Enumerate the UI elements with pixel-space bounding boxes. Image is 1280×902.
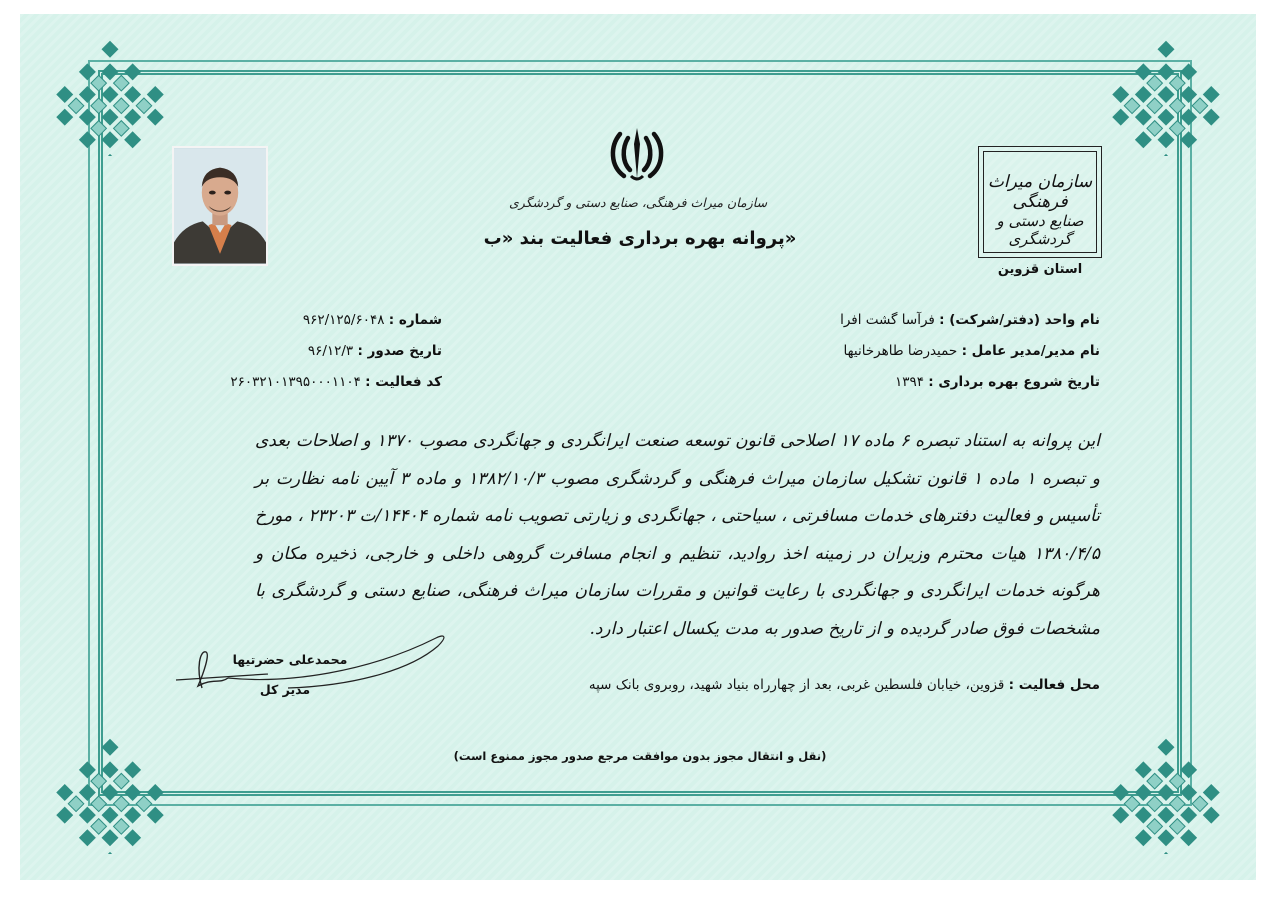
field-label: تاریخ صدور : xyxy=(357,343,442,359)
start-date-field xyxy=(895,374,1100,390)
org-subtitle: سازمان میراث فرهنگی، صنایع دستی و گردشگری xyxy=(508,195,768,210)
location-value: قزوین، خیابان فلسطین غربی، بعد از چهارراه بنیاد شهید، روبروی بانک سپه xyxy=(588,677,1005,693)
field-label: تاریخ شروع بهره برداری : xyxy=(928,374,1100,390)
license-body-text: این پروانه به استناد تبصره ۶ ماده ۱۷ اصلاحی قانون توسعه صنعت ایرانگردی و جهانگردی مصوب ۱۳۷۰ و اصلاحات بعدی و تبصره ۱ ماده ۱ قانون تشکیل سازمان میراث فرهنگی و گردشگری مصوب ۱۳۸۲/۱۰/۳ و ماده ۳ آیین نامه نظارت بر تأسیس و فعالیت دفترهای خدمات مسافرتی ، سیاحتی ، جهانگردی و زیارتی تصویب نامه شماره ۱۴۴۰۴/ت ۲۳۲۰۳ ، مورخ ۱۳۸۰/۴/۵ هیات محترم وزیران در زمینه اخذ روادید، تنظیم و انجام مسافرت گروهی داخلی و خارجی، ذخیره مکان و هرگونه خدمات ایرانگردی و جهانگردی با رعایت قوانین و مقررات سازمان میراث فرهنگی، صنایع دستی و گردشگری با مشخصات فوق صادر گردیده و از تاریخ صدور به مدت یکسال اعتبار دارد. xyxy=(255,431,1101,639)
document-title: پروانه بهره برداری فعالیت بند «ب» xyxy=(483,228,797,249)
field-label: شماره : xyxy=(388,312,442,328)
logo-line: صنایع دستی و گردشگری xyxy=(996,212,1084,248)
number-field xyxy=(303,312,442,328)
issue-date-field xyxy=(308,343,442,359)
field-value: ۹۶/۱۲/۳ xyxy=(307,343,354,359)
unit-name-field xyxy=(840,312,1100,328)
field-value: ۹۶۲/۱۲۵/۶۰۴۸ xyxy=(302,312,385,328)
transfer-prohibition-note: (نقل و انتقال مجوز بدون موافقت مرجع صدور مجوز ممنوع است) xyxy=(453,749,827,763)
field-value: فرآسا گشت افرا xyxy=(840,312,935,328)
corner-knot-ornament xyxy=(52,738,168,854)
organization-logo xyxy=(978,146,1102,258)
signatory-role: مدیر کل xyxy=(259,682,311,697)
activity-code-field xyxy=(230,374,442,390)
field-value: ۱۳۹۴ xyxy=(894,374,924,390)
holder-photo xyxy=(172,146,268,266)
field-label: نام واحد (دفتر/شرکت) : xyxy=(939,312,1100,328)
corner-knot-ornament xyxy=(1108,738,1224,854)
manager-name-field xyxy=(844,343,1100,359)
field-label: کد فعالیت : xyxy=(365,374,442,390)
signatory-name: محمدعلی حضرتیها xyxy=(232,652,348,667)
field-value: ۲۶۰۳۲۱۰۱۳۹۵۰۰۰۱۱۰۴ xyxy=(230,374,361,390)
field-value: حمیدرضا طاهرخانیها xyxy=(843,343,958,359)
corner-knot-ornament xyxy=(52,40,168,156)
field-label: نام مدیر/مدیر عامل : xyxy=(961,343,1100,359)
province-label: استان قزوین xyxy=(997,262,1083,277)
national-emblem-icon xyxy=(606,124,668,186)
activity-location xyxy=(589,677,1100,693)
logo-line: سازمان میراث فرهنگی xyxy=(987,172,1093,212)
location-label: محل فعالیت : xyxy=(1008,677,1100,693)
corner-knot-ornament xyxy=(1108,40,1224,156)
